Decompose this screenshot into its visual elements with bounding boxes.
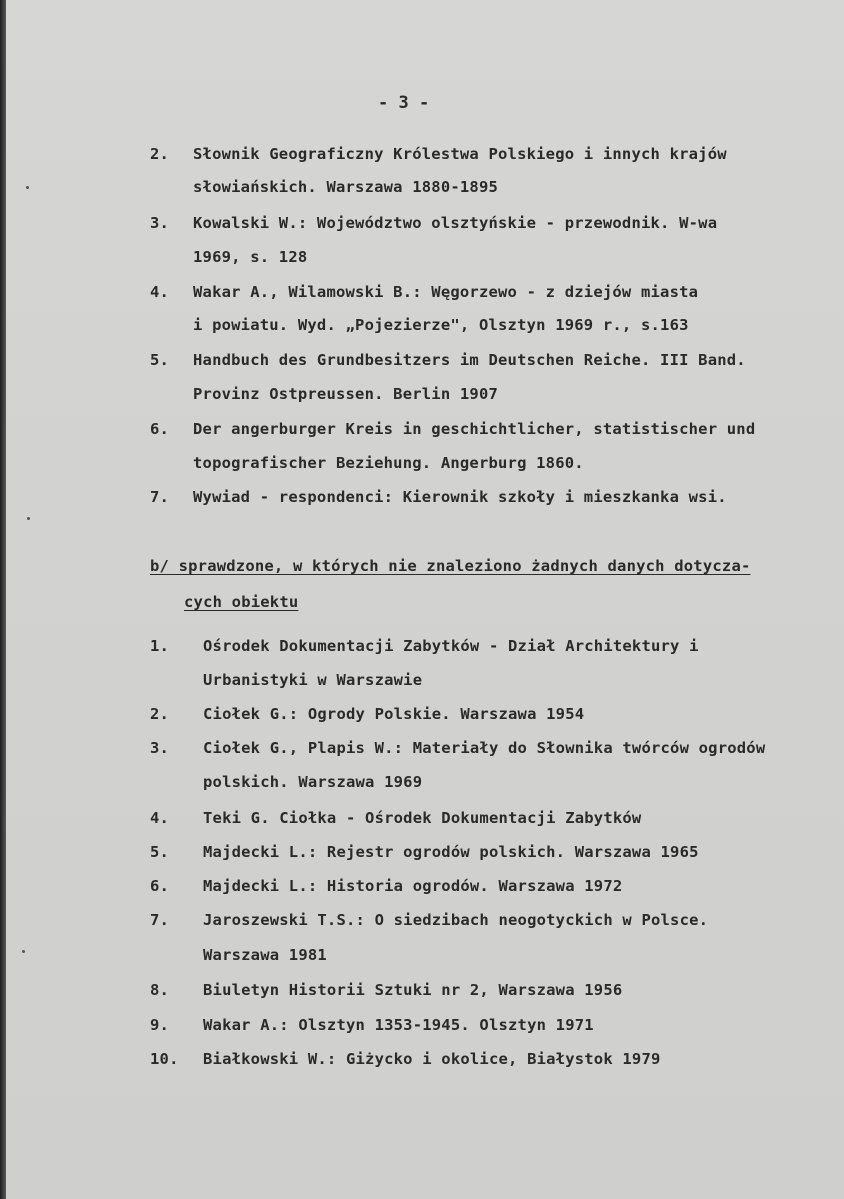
item-number: 9. <box>150 1016 170 1034</box>
margin-speck <box>26 186 29 189</box>
item-text-line: Der angerburger Kreis in geschichtlicher, statistischer und <box>193 420 756 438</box>
margin-speck <box>22 950 25 953</box>
item-text-line: Majdecki L.: Historia ogrodów. Warszawa 1972 <box>203 877 623 895</box>
page-number: - 3 - <box>378 93 430 113</box>
item-text-line: i powiatu. Wyd. „Pojezierze", Olsztyn 1969 r., s.163 <box>193 316 689 334</box>
item-text-line: Handbuch des Grundbesitzers im Deutschen Reiche. III Band. <box>193 351 746 369</box>
item-text-line: Warszawa 1981 <box>203 946 327 964</box>
item-text-line: Białkowski W.: Giżycko i okolice, Białystok 1979 <box>203 1050 661 1068</box>
section-b-heading-continued: cych obiektu <box>184 593 299 611</box>
item-number: 3. <box>150 214 170 232</box>
item-number: 7. <box>150 488 170 506</box>
item-text-line: polskich. Warszawa 1969 <box>203 773 423 791</box>
list-item <box>150 144 169 164</box>
item-text-line: Wywiad - respondenci: Kierownik szkoły i mieszkanka wsi. <box>193 488 727 506</box>
section-b-heading: b/ sprawdzone, w których nie znaleziono żadnych danych dotycza- <box>150 557 751 575</box>
item-text-line: Słownik Geograficzny Królestwa Polskiego i innych krajów <box>193 145 727 163</box>
item-number: 3. <box>150 739 170 757</box>
item-number: 6. <box>150 877 170 895</box>
item-text-line: Provinz Ostpreussen. Berlin 1907 <box>193 385 499 403</box>
item-number: 6. <box>150 420 170 438</box>
item-number: 2. <box>150 705 170 723</box>
item-number: 4. <box>150 283 170 301</box>
margin-speck <box>27 517 30 520</box>
item-text-line: Ośrodek Dokumentacji Zabytków - Dział Architektury i <box>203 637 699 655</box>
item-number: 7. <box>150 911 170 929</box>
item-text-line: 1969, s. 128 <box>193 248 308 266</box>
item-number: 5. <box>150 843 170 861</box>
item-text-line: topografischer Beziehung. Angerburg 1860. <box>193 454 584 472</box>
item-text-line: Ciołek G., Plapis W.: Materiały do Słownika twórców ogrodów <box>203 739 766 757</box>
item-text-line: Wakar A., Wilamowski B.: Węgorzewo - z dziejów miasta <box>193 283 699 301</box>
item-number: 4. <box>150 809 170 827</box>
item-text-line: Biuletyn Historii Sztuki nr 2, Warszawa 1956 <box>203 981 623 999</box>
item-text-line: Wakar A.: Olsztyn 1353-1945. Olsztyn 1971 <box>203 1016 594 1034</box>
item-text-line: Kowalski W.: Województwo olsztyńskie - przewodnik. W-wa <box>193 214 718 232</box>
item-text-line: słowiańskich. Warszawa 1880-1895 <box>193 178 499 196</box>
item-number: 10. <box>150 1050 179 1068</box>
item-number: 5. <box>150 351 170 369</box>
item-text-line: Teki G. Ciołka - Ośrodek Dokumentacji Zabytków <box>203 809 642 827</box>
item-text-line: Majdecki L.: Rejestr ogrodów polskich. Warszawa 1965 <box>203 843 699 861</box>
item-number: 8. <box>150 981 170 999</box>
item-text-line: Ciołek G.: Ogrody Polskie. Warszawa 1954 <box>203 705 585 723</box>
item-text-line: Jaroszewski T.S.: O siedzibach neogotyckich w Polsce. <box>203 911 709 929</box>
item-number: 1. <box>150 637 170 655</box>
item-text-line: Urbanistyki w Warszawie <box>203 671 423 689</box>
item-number: 2. <box>150 145 170 163</box>
